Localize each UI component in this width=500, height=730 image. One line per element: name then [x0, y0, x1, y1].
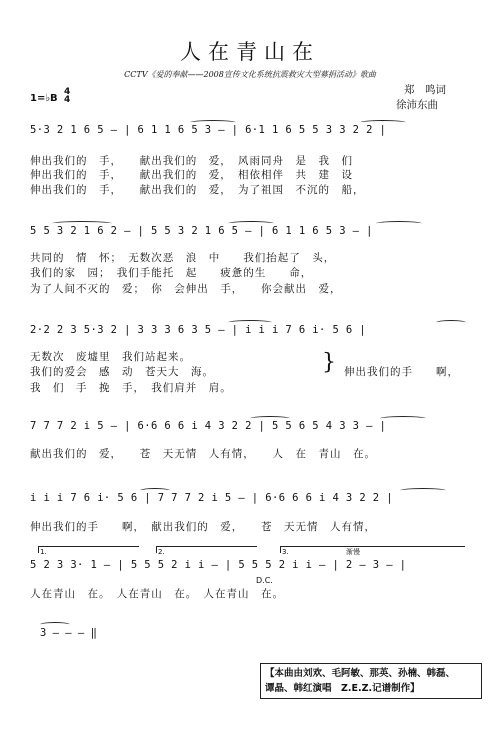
slur-mark [228, 320, 272, 325]
lyricist-credit: 郑 鸣词 [404, 84, 446, 96]
system-1-lyric-2: 伸出我们的 手， 献出我们的 爱， 相依相伴 共 建 设 [30, 169, 353, 181]
slur-mark [52, 221, 112, 226]
system-3-lyric-3: 我 们 手 挽 手， 我们肩并 肩。 [30, 382, 232, 394]
song-subtitle: CCTV《爱的奉献——2008宣传文化系统抗震救灾大型募捐活动》歌曲 [124, 70, 376, 79]
system-3-notes: 2·2 2 3 5·3 2 | 3 3 3 6 3 5 – | i i i 7 6 i· 5 6 | [30, 324, 367, 336]
system-6-notes: 5 2 3 3· 1 – | 5 5 5 2 i i – | 5 5 5 2 i i – | 2 – 3 – | [30, 559, 407, 571]
performer-credits-line-2: 谭晶、韩红演唱 Z.E.Z.记谱制作】 [265, 683, 420, 694]
song-title: 人在青山在 [180, 40, 320, 64]
da-capo-mark: D.C. [256, 576, 273, 585]
system-2-lyric-2: 我们的家 园； 我们手能托 起 疲惫的生 命， [30, 267, 313, 279]
ending-1-bracket [38, 546, 139, 553]
system-3-lyric-2: 我们的爱会 感 动 苍天大 海。 [30, 366, 214, 378]
system-6-lyric-1: 人在青山 在。 人在青山 在。 人在青山 在。 [30, 588, 284, 600]
system-5-notes: i i i 7 6 i· 5 6 | 7 7 7 2 i 5 – | 6·6 6 6 i 4 3 2 2 | [30, 492, 393, 504]
final-measure: 3 – – – ‖ [40, 627, 97, 639]
slur-mark [250, 416, 290, 421]
system-1-lyric-3: 伸出我们的 手， 献出我们的 爱， 为了祖国 不沉的 船， [30, 184, 365, 196]
time-signature [64, 88, 70, 104]
system-4-lyric-1: 献出我们的 爱， 苍 天无情 人有情， 人 在 青山 在。 [30, 448, 376, 460]
slur-mark [140, 488, 170, 493]
meter-top: 4 [64, 87, 71, 97]
ending-2-bracket [156, 546, 257, 553]
verse-brace: } [322, 350, 336, 375]
ending-1-label: 1. [40, 548, 47, 556]
meter-bottom: 4 [64, 95, 71, 105]
performer-credits-line-1: 【本曲由刘欢、毛阿敏、那英、孙楠、韩磊、 [265, 668, 456, 679]
ending-3-bracket [280, 546, 465, 553]
key-signature: 1=♭B [30, 93, 58, 104]
system-2-notes: 5 5 3 2 1 6 2 – | 5 5 3 2 1 6 5 – | 6 1 1 6 5 3 – | [30, 225, 373, 237]
slur-mark [190, 120, 236, 125]
slur-mark [360, 120, 406, 125]
system-3-lyric-1: 无数次 废墟里 我们站起来。 [30, 351, 191, 363]
system-4-notes: 7 7 7 2 i 5 – | 6·6 6 6 i 4 3 2 2 | 5 5 6 5 4 3 3 – | [30, 420, 387, 432]
ending-3-label: 3. [282, 548, 289, 556]
system-1-lyric-1: 伸出我们的 手， 献出我们的 爱， 风雨同舟 是 我 们 [30, 155, 353, 167]
slur-mark [400, 488, 446, 493]
slur-mark [436, 320, 466, 325]
system-5-lyric-1: 伸出我们的手 啊， 献出我们的 爱， 苍 天无情 人有情， [30, 521, 376, 533]
slur-mark [228, 221, 274, 226]
composer-credit: 徐沛东曲 [396, 99, 438, 111]
system-1-notes: 5·3 2 1 6 5 – | 6 1 1 6 5 3 – | 6·1 1 6 5 5 3 3 2 2 | [30, 124, 387, 136]
system-3-side-lyric: 伸出我们的手 啊， [344, 366, 459, 378]
performer-credits-box [260, 663, 482, 699]
system-2-lyric-1: 共同的 情 怀； 无数次恶 浪 中 我们抬起了 头， [30, 252, 336, 264]
ending-2-label: 2. [158, 548, 165, 556]
tempo-mark: 渐慢 [346, 548, 360, 556]
slur-mark [376, 221, 422, 226]
system-2-lyric-3: 为了人间不灭的 爱； 你 会伸出 手， 你会献出 爱， [30, 283, 342, 295]
slur-mark [380, 416, 426, 421]
